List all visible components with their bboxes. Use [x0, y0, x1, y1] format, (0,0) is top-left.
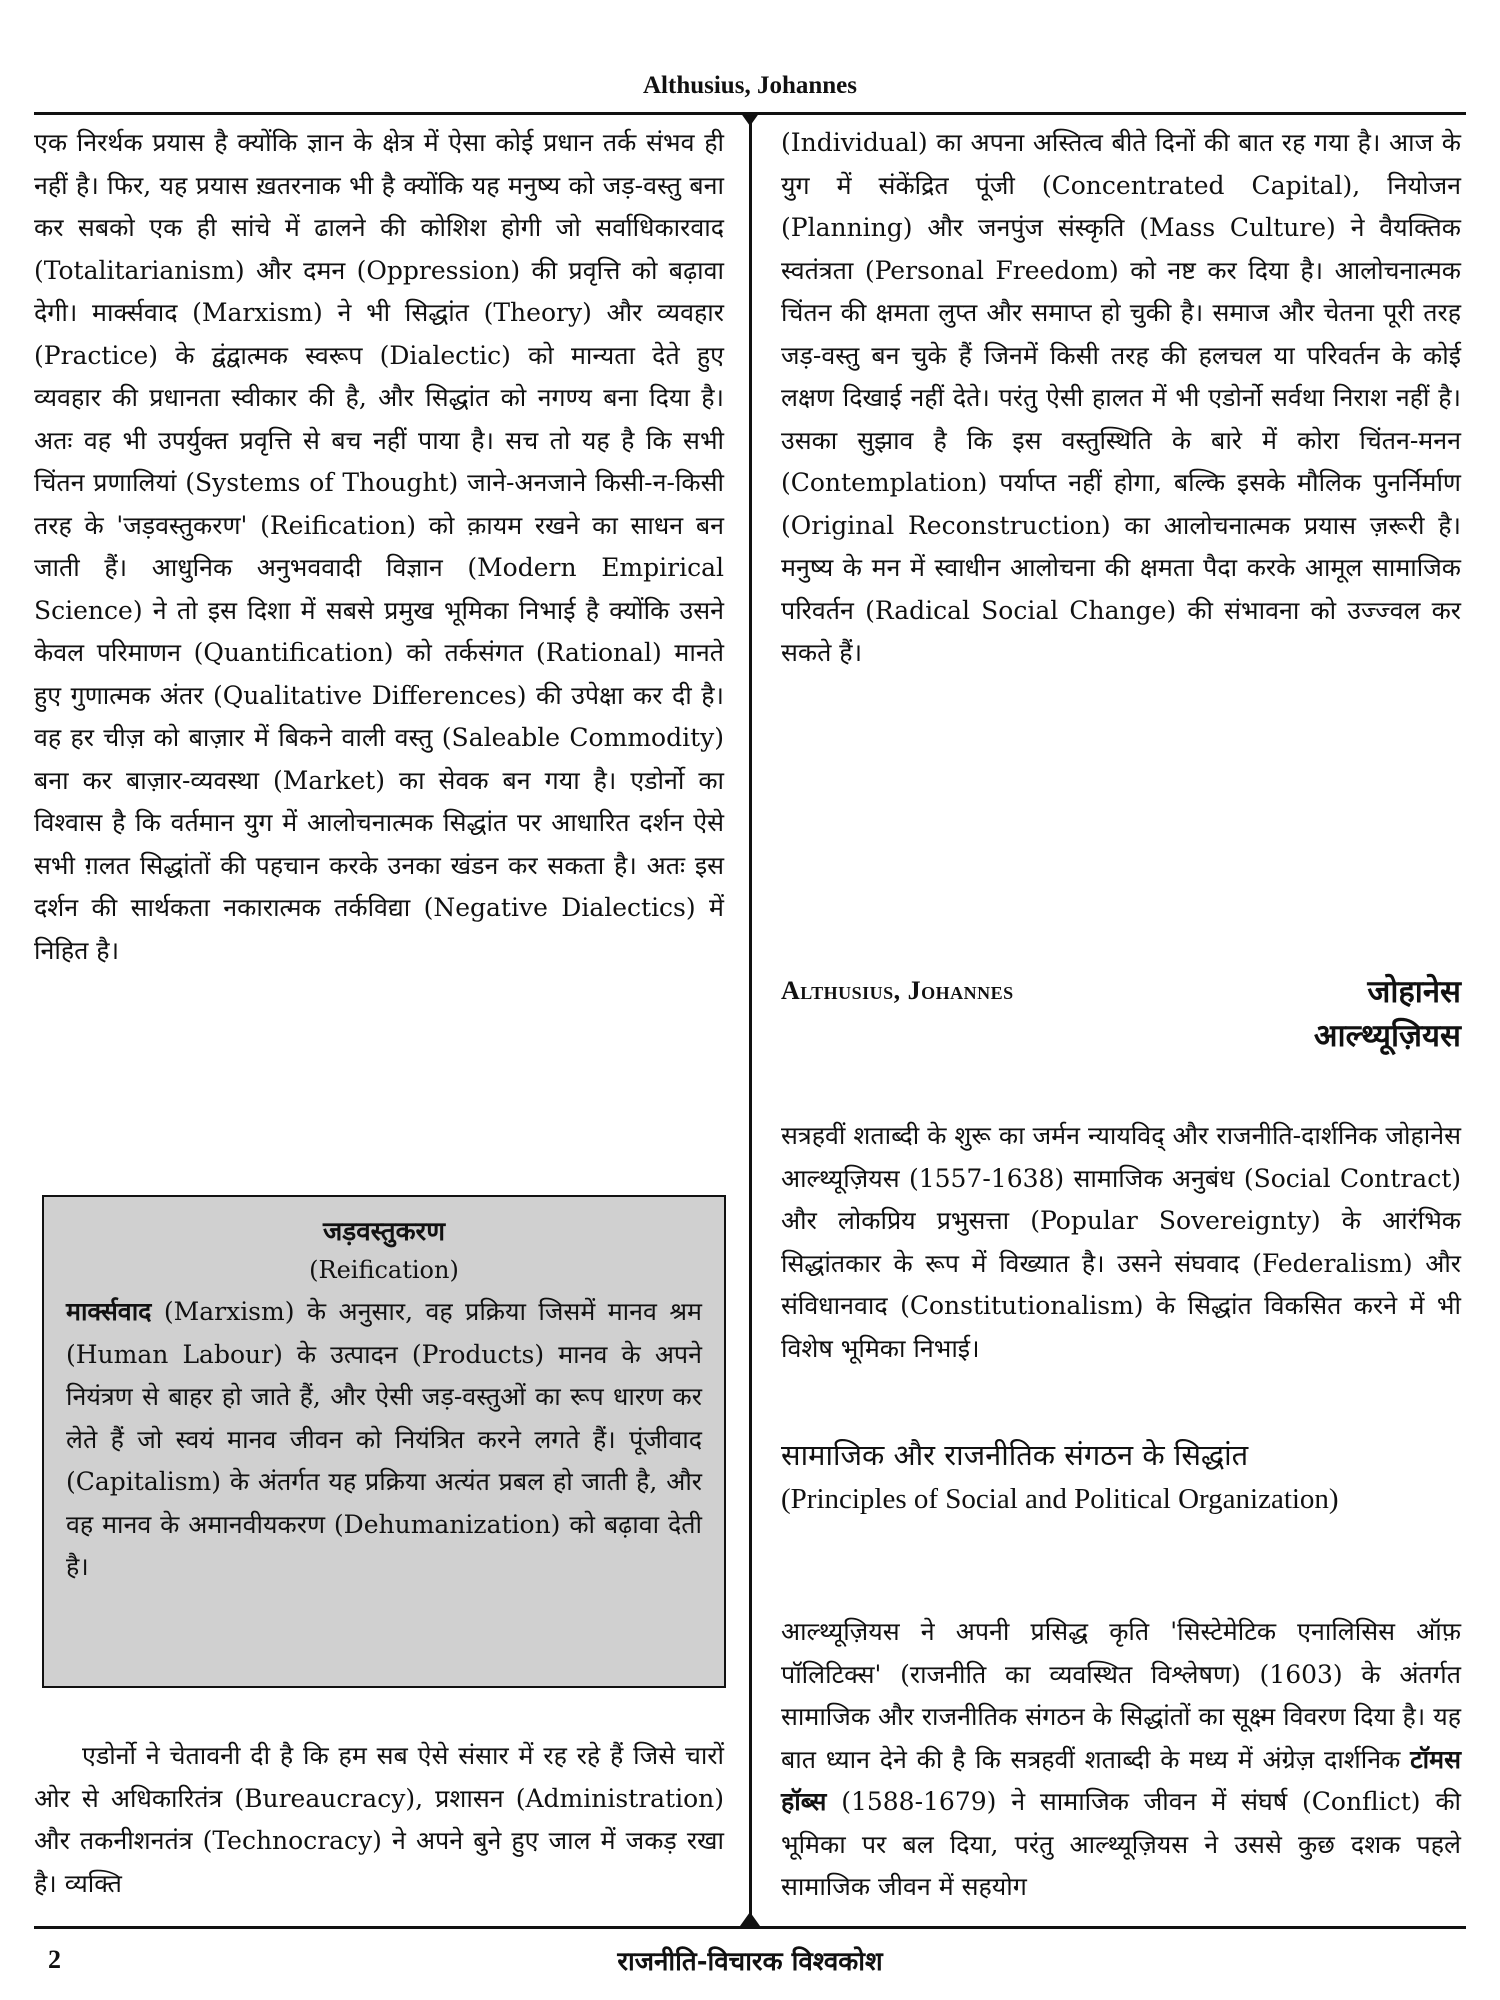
section-heading-english: (Principles of Social and Political Organization) — [781, 1483, 1339, 1515]
box-title: जड़वस्तुकरण — [323, 1217, 445, 1247]
section-text-b: (1588-1679) ने सामाजिक जीवन में संघर्ष (Conflict) की भूमिका पर बल दिया, परंतु आल्थ्यूज़ियस ने उससे कुछ दशक पहले सामाजिक जीवन में सहयोग — [781, 1787, 1461, 1901]
reification-box — [42, 1195, 726, 1688]
entry-heading — [781, 970, 1461, 1060]
box-body — [66, 1291, 702, 1589]
column-divider — [749, 115, 752, 1926]
footer-book-title: राजनीति-विचारक विश्वकोश — [617, 1947, 883, 1977]
entry-name-english: Althusius, Johannes — [781, 976, 1014, 1005]
left-paragraph-1: एक निरर्थक प्रयास है क्योंकि ज्ञान के क्षेत्र में ऐसा कोई प्रधान तर्क संभव ही नहीं है। फिर, यह प्रयास ख़तरनाक भी है क्योंकि यह मनुष्य को जड़-वस्तु बना कर सबको एक ही सांचे में ढालने की कोशिश होगी जो सर्वाधिकारवाद (Totalitarianism) और दमन (Oppression) की प्रवृत्ति को बढ़ावा देगी। मार्क्सवाद (Marxism) ने भी सिद्धांत (Theory) और व्यवहार (Practice) के द्वंद्वात्मक स्वरूप (Dialectic) को मान्यता देते हुए व्यवहार की प्रधानता स्वीकार की है, और सिद्धांत को नगण्य बना दिया है। अतः वह भी उपर्युक्त प्रवृत्ति से बच नहीं पाया है। सच तो यह है कि सभी चिंतन प्रणालियां (Systems of Thought) जाने-अनजाने किसी-न-किसी तरह के 'जड़वस्तुकरण' (Reification) को क़ायम रखने का साधन बन जाती हैं। आधुनिक अनुभववादी विज्ञान (Modern Empirical Science) ने तो इस दिशा में सबसे प्रमुख भूमिका निभाई है क्योंकि उसने केवल परिमाणन (Quantification) को तर्कसंगत (Rational) मानते हुए गुणात्मक अंतर (Qualitative Differences) की उपेक्षा कर दी है। वह हर चीज़ को बाज़ार में बिकने वाली वस्तु (Saleable Commodity) बना कर बाज़ार-व्यवस्था (Market) का सेवक बन गया है। एडोर्नो का विश्वास है कि वर्तमान युग में आलोचनात्मक सिद्धांत पर आधारित दर्शन ऐसे सभी ग़लत सिद्धांतों की पहचान करके उनका खंडन कर सकता है। अतः इस दर्शन की सार्थकता नकारात्मक तर्कविद्या (Negative Dialectics) में निहित है। — [34, 128, 724, 965]
section-paragraph — [781, 1611, 1461, 1909]
bottom-rule — [34, 1926, 1466, 1929]
page-number: 2 — [48, 1945, 61, 1974]
section-bold-name: टॉमस हॉब्स — [781, 1744, 1461, 1816]
entry-name-hindi-line2: आल्थ्यूज़ियस — [1313, 1018, 1461, 1054]
right-column — [781, 122, 1461, 675]
entry-intro: सत्रहवीं शताब्दी के शुरू का जर्मन न्यायविद् और राजनीति-दार्शनिक जोहानेस आल्थ्यूज़ियस (1557-1638) सामाजिक अनुबंध (Social Contract) और लोकप्रिय प्रभुसत्ता (Popular Sovereignty) के आरंभिक सिद्धांतकार के रूप में विख्यात है। उसने संघवाद (Federalism) और संविधानवाद (Constitutionalism) के सिद्धांत विकसित करने में भी विशेष भूमिका निभाई। — [781, 1121, 1461, 1363]
left-paragraph-2: एडोर्नो ने चेतावनी दी है कि हम सब ऐसे संसार में रह रहे हैं जिसे चारों ओर से अधिकारितंत्र (Bureaucracy), प्रशासन (Administration) और तकनीशनतंत्र (Technocracy) ने अपने बुने हुए जाल में जकड़ रखा है। व्यक्ति — [34, 1741, 724, 1898]
section-text-a: आल्थ्यूज़ियस ने अपनी प्रसिद्ध कृति 'सिस्टेमेटिक एनालिसिस ऑफ़ पॉलिटिक्स' (राजनीति का व्यवस्थित विश्लेषण) (1603) के अंतर्गत सामाजिक और राजनीतिक संगठन के सिद्धांतों का सूक्ष्म विवरण दिया है। यह बात ध्यान देने की है कि सत्रहवीं शताब्दी के मध्य में अंग्रेज़ दार्शनिक — [781, 1617, 1461, 1774]
running-head: Althusius, Johannes — [643, 72, 857, 99]
section-heading — [781, 1433, 1461, 1521]
right-paragraph-1: (Individual) का अपना अस्तित्व बीते दिनों की बात रह गया है। आज के युग में संकेंद्रित पूंजी (Concentrated Capital), नियोजन (Planning) और जनपुंज संस्कृति (Mass Culture) ने वैयक्तिक स्वतंत्रता (Personal Freedom) को नष्ट कर दिया है। आलोचनात्मक चिंतन की क्षमता लुप्त और समाप्त हो चुकी है। समाज और चेतना पूरी तरह जड़-वस्तु बन चुके हैं जिनमें किसी तरह की हलचल या परिवर्तन के कोई लक्षण दिखाई नहीं देते। परंतु ऐसी हालत में भी एडोर्नो सर्वथा निराश नहीं है। उसका सुझाव है कि इस वस्तुस्थिति के बारे में कोरा चिंतन-मनन (Contemplation) पर्याप्त नहीं होगा, बल्कि इसके मौलिक पुनर्निर्माण (Original Reconstruction) का आलोचनात्मक प्रयास ज़रूरी है। मनुष्य के मन में स्वाधीन आलोचना की क्षमता पैदा करके आमूल सामाजिक परिवर्तन (Radical Social Change) की संभावना को उज्ज्वल कर सकते हैं। — [781, 128, 1461, 667]
bottom-triangle-marker — [740, 1912, 760, 1926]
box-subtitle: (Reification) — [309, 1256, 459, 1284]
entry-name-hindi-line1: जोहानेस — [1367, 974, 1461, 1010]
section-heading-hindi: सामाजिक और राजनीतिक संगठन के सिद्धांत — [781, 1438, 1249, 1472]
left-column — [34, 122, 724, 972]
entry-name-hindi — [1314, 970, 1461, 1058]
box-lead-term: मार्क्सवाद — [66, 1297, 152, 1326]
box-body-text: (Marxism) के अनुसार, वह प्रक्रिया जिसमें मानव श्रम (Human Labour) के उत्पादन (Products) मानव के अपने नियंत्रण से बाहर हो जाते हैं, और ऐसी जड़-वस्तुओं का रूप धारण कर लेते हैं जो स्वयं मानव जीवन को नियंत्रित करने लगते हैं। पूंजीवाद (Capitalism) के अंतर्गत यह प्रक्रिया अत्यंत प्रबल हो जाती है, और वह मानव के अमानवीयकरण (Dehumanization) को बढ़ावा देती है। — [66, 1297, 702, 1581]
